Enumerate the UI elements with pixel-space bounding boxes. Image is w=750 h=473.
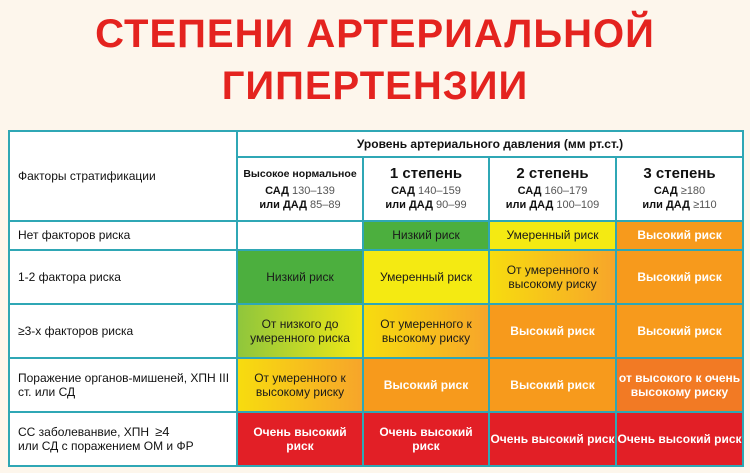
column-degree: 1 степень [389, 164, 463, 182]
factor-cardiovascular-disease [9, 412, 237, 466]
risk-cell: Высокий риск [489, 358, 616, 412]
risk-cell: От умеренного к высокому риску [237, 358, 363, 412]
risk-cell: Высокий риск [489, 304, 616, 358]
sad-label: САД [265, 184, 289, 197]
risk-cell: Высокий риск [363, 358, 489, 412]
risk-cell: Высокий риск [616, 304, 743, 358]
column-header-degree-3 [616, 157, 743, 221]
risk-cell: От умеренного к высокому риску [363, 304, 489, 358]
factor-extra: ≥4 [155, 423, 170, 439]
sad-value: 130–139 [292, 184, 335, 197]
risk-cell: Очень высокий риск [363, 412, 489, 466]
dad-label: или ДАД [505, 198, 554, 211]
dad-label: или ДАД [642, 198, 690, 211]
risk-cell: Умеренный риск [489, 221, 616, 250]
column-header-degree-1 [363, 157, 489, 221]
factor-target-organ-damage: Поражение органов-мишеней, ХПН III ст. или СД [9, 358, 237, 412]
factor-3-plus-risk: ≥3-х факторов риска [9, 304, 237, 358]
risk-cell: От низкого до умеренного риска [237, 304, 363, 358]
sad-label: САД [653, 184, 678, 197]
column-header-high-normal [237, 157, 363, 221]
pressure-header: Уровень артериального давления (мм рт.ст.) [237, 131, 743, 157]
dad-value: 100–109 [556, 198, 600, 211]
factor-text-line-2: или СД с поражением ОМ и ФР [18, 438, 194, 453]
risk-cell: Низкий риск [237, 250, 363, 304]
risk-cell: от высокого к очень высокому риску [616, 358, 743, 412]
factors-header: Факторы стратификации [9, 131, 237, 221]
risk-cell: Умеренный риск [363, 250, 489, 304]
factor-text: СС заболеванвие, ХПН [18, 424, 150, 439]
risk-cell: Очень высокий риск [489, 412, 616, 466]
column-degree: Высокое нормальное [243, 167, 357, 180]
page-title-line-1: СТЕПЕНИ АРТЕРИАЛЬНОЙ [95, 12, 655, 56]
dad-value: ≥110 [693, 198, 717, 211]
risk-cell [237, 221, 363, 250]
risk-cell: Высокий риск [616, 221, 743, 250]
dad-label: или ДАД [259, 198, 307, 211]
sad-value: 140–159 [418, 184, 461, 197]
factor-1-2-risk: 1-2 фактора риска [9, 250, 237, 304]
column-degree: 2 степень [516, 164, 589, 182]
dad-value: 90–99 [436, 198, 467, 211]
risk-cell: От умеренного к высокому риску [489, 250, 616, 304]
risk-cell: Низкий риск [363, 221, 489, 250]
sad-label: САД [517, 184, 542, 197]
dad-value: 85–89 [310, 198, 341, 211]
risk-cell: Очень высокий риск [616, 412, 743, 466]
sad-label: САД [391, 184, 415, 197]
column-header-degree-2 [489, 157, 616, 221]
factor-no-risk: Нет факторов риска [9, 221, 237, 250]
sad-value: 160–179 [544, 184, 588, 197]
risk-cell: Очень высокий риск [237, 412, 363, 466]
dad-label: или ДАД [385, 198, 433, 211]
column-degree: 3 степень [643, 164, 716, 182]
sad-value: ≥180 [680, 184, 706, 197]
page-title-line-2: ГИПЕРТЕНЗИИ [221, 64, 529, 108]
risk-table [8, 130, 744, 467]
risk-cell: Высокий риск [616, 250, 743, 304]
